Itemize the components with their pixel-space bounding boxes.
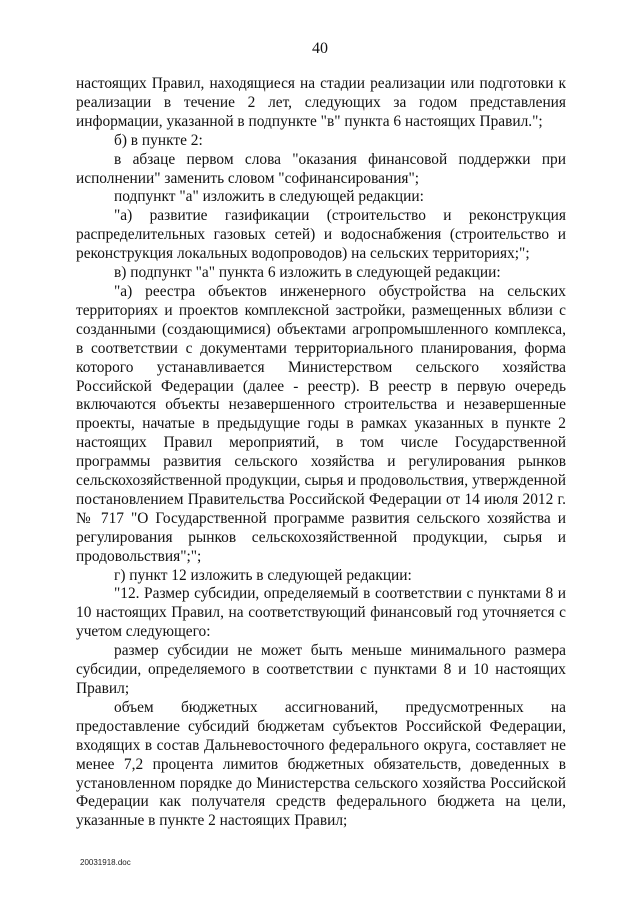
page-number: 40 bbox=[312, 40, 328, 57]
document-body bbox=[76, 75, 566, 831]
paragraph-budget-volume: объем бюджетных ассигнований, предусмотренных на предоставление субсидий бюджетам субъектов Российской Федерации, входящих в состав Дальневосточного федерального округа, составляет не менее 7,2 процента лимитов бюджетных обязательств, доведенных в установленном порядке до Министерства сельского хозяйства Российской Федерации как получателя средств федерального бюджета на цели, указанные в пункте 2 настоящих Правил; bbox=[76, 698, 566, 830]
paragraph-item-b: б) в пункте 2: bbox=[114, 131, 203, 149]
paragraph-amend-first-abzac: в абзаце первом слова "оказания финансовой поддержки при исполнении" заменить словом "софинансирования"; bbox=[76, 150, 566, 187]
paragraph-item-g: г) пункт 12 изложить в следующей редакции: bbox=[114, 566, 412, 584]
paragraph-subsidy-size: размер субсидии не может быть меньше минимального размера субсидии, определяемого в соответствии с пунктами 8 и 10 настоящих Правил; bbox=[76, 642, 566, 697]
paragraph-subitem-a-text: "а) развитие газификации (строительство и реконструкция распределительных газовых сетей) и водоснабжения (строительство и реконструкция локальных водопроводов) на сельских территориях;"; bbox=[76, 207, 566, 263]
footer-filename: 20031918.doc bbox=[80, 858, 131, 867]
paragraph-continuation: настоящих Правил, находящиеся на стадии реализации или подготовки к реализации в течение 2 лет, следующих за годом представления информации, указанной в подпункте "в" пункта 6 настоящих Правил."; bbox=[76, 75, 566, 130]
paragraph-subitem-a-intro: подпункт "а" изложить в следующей редакции: bbox=[114, 188, 424, 206]
paragraph-item-v: в) подпункт "а" пункта 6 изложить в следующей редакции: bbox=[114, 264, 501, 282]
paragraph-registry-text: "а) реестра объектов инженерного обустройства на сельских территориях и проектов комплексной застройки, размещенных вблизи с созданными (создающимися) объектами агропромышленного комплекса, в соответствии с документами территориального планирования, форма которого устанавливается Министерством сельского хозяйства Российской Федерации (далее - реестр). В реестр в первую очередь включаются объекты незавершенного строительства и незавершенные проекты, начатые в предыдущие годы в рамках указанных в пункте 2 настоящих Правил мероприятий, в том числе Государственной программы развития сельского хозяйства и регулирования рынков сельскохозяйственной продукции, сырья и продовольствия, утвержденной постановлением Правительства Российской Федерации от 14 июля 2012 г. № 717 "О Государственной программе развития сельского хозяйства и регулирования рынков сельскохозяйственной продукции, сырья и продовольствия";"; bbox=[76, 282, 566, 565]
paragraph-point-12: "12. Размер субсидии, определяемый в соответствии с пунктами 8 и 10 настоящих Правил, на соответствующий финансовый год уточняется с учетом следующего: bbox=[76, 585, 566, 641]
